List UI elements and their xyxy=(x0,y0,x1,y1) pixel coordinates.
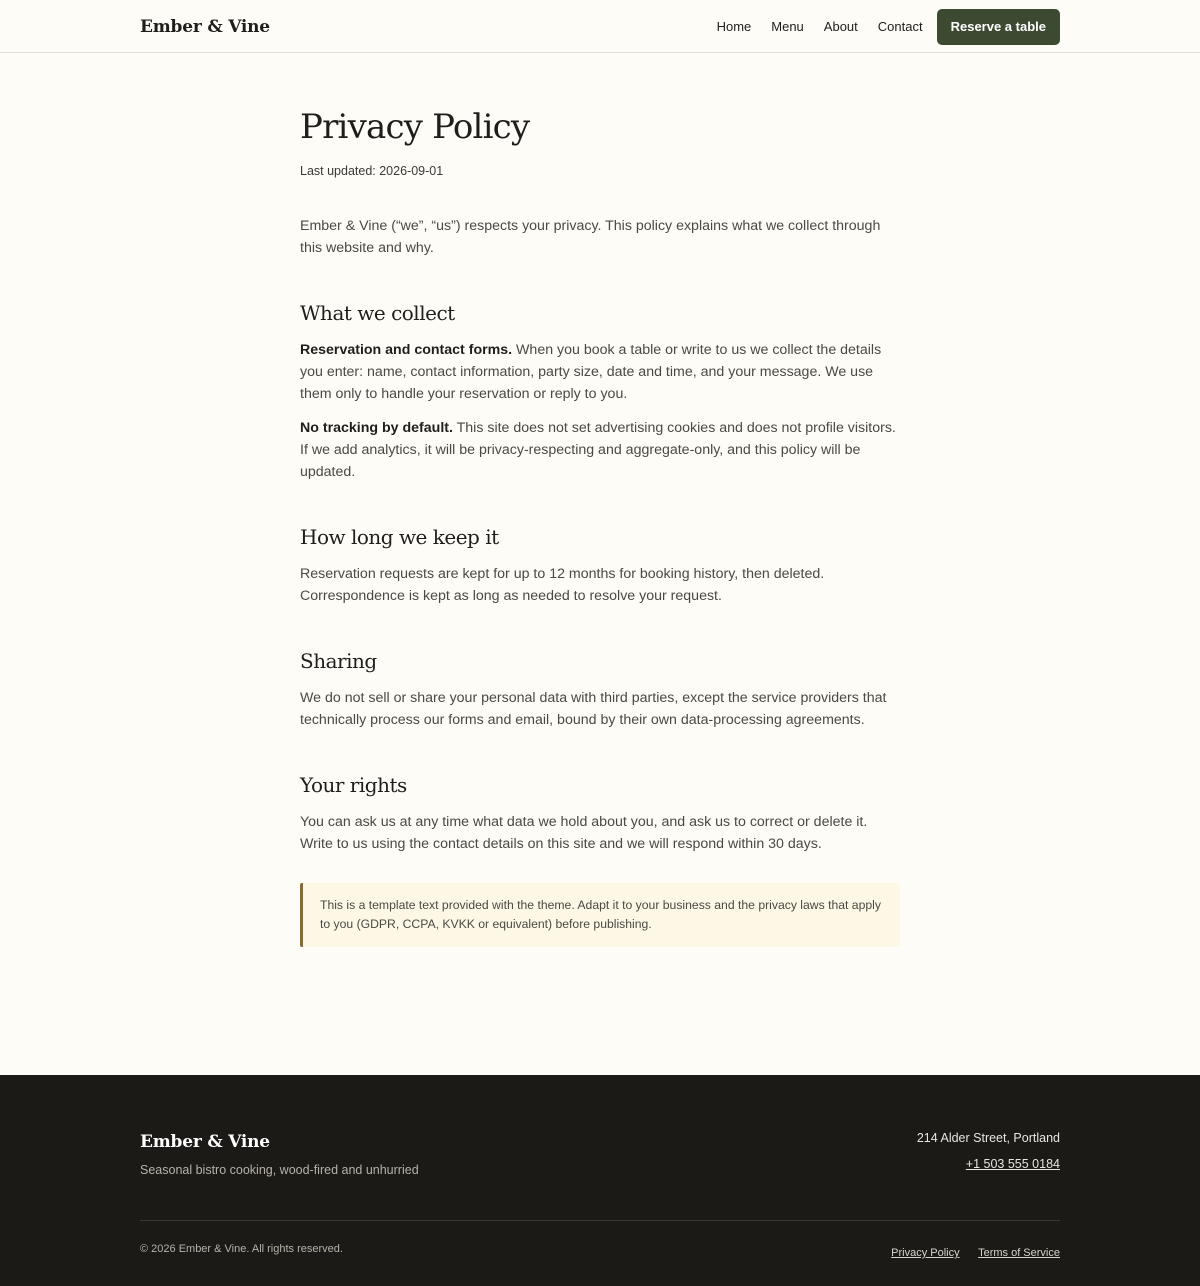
header-inner xyxy=(140,0,1060,53)
paragraph-forms xyxy=(300,339,900,405)
copyright-text: © 2026 Ember & Vine. All rights reserved. xyxy=(140,1243,343,1255)
policy-content xyxy=(300,53,900,947)
paragraph-tracking xyxy=(300,417,900,483)
section-heading: What we collect xyxy=(300,301,455,325)
reserve-table-button[interactable]: Reserve a table xyxy=(937,9,1060,45)
paragraph-text: We do not sell or share your personal data with third parties, except the service providers that technically process our forms and email, bound by their own data-processing agreements. xyxy=(300,690,887,728)
notice-text: This is a template text provided with the theme. Adapt it to your business and the privacy laws that apply to you (GDPR, CCPA, KVKK or equivalent) before publishing. xyxy=(320,898,881,931)
site-header xyxy=(0,0,1200,53)
nav-link-about[interactable]: About xyxy=(823,19,858,34)
nav-link-menu[interactable]: Menu xyxy=(771,19,804,34)
paragraph-text: You can ask us at any time what data we hold about you, and ask us to correct or delete it. Write to us using the contact details on this site and we will respond within 30 days. xyxy=(300,814,868,852)
footer-links xyxy=(877,1243,1060,1261)
footer-address: 214 Alder Street, Portland xyxy=(916,1131,1060,1145)
paragraph-text: This site does not set advertising cookies and does not profile visitors. If we add analytics, it will be privacy-respecting and aggregate-only, and this policy will be updated. xyxy=(300,420,896,480)
footer-tagline: Seasonal bistro cooking, wood-fired and unhurried xyxy=(140,1163,419,1177)
footer-link-terms[interactable]: Terms of Service xyxy=(978,1247,1060,1259)
section-heading: How long we keep it xyxy=(300,525,499,549)
section-your-rights xyxy=(300,771,900,855)
footer-link-privacy[interactable]: Privacy Policy xyxy=(891,1247,960,1259)
section-retention xyxy=(300,523,900,607)
footer-inner xyxy=(140,1075,1060,1286)
brand-logo-link[interactable]: Ember & Vine xyxy=(140,16,270,37)
nav-link-contact[interactable]: Contact xyxy=(877,19,923,34)
paragraph-lead: No tracking by default. xyxy=(300,420,453,436)
section-sharing xyxy=(300,647,900,731)
footer-divider xyxy=(140,1220,1060,1221)
footer-brand: Ember & Vine xyxy=(140,1132,270,1152)
site-footer xyxy=(0,1075,1200,1286)
section-heading: Your rights xyxy=(300,773,407,797)
footer-phone-link[interactable]: +1 503 555 0184 xyxy=(965,1157,1060,1171)
intro-paragraph: Ember & Vine (“we”, “us”) respects your privacy. This policy explains what we collect through this website and why. xyxy=(300,218,881,256)
section-heading: Sharing xyxy=(300,649,377,673)
paragraph-text: When you book a table or write to us we collect the details you enter: name, contact information, party size, date and time, and your message. We use them only to handle your reservation or reply to you. xyxy=(300,342,882,402)
template-notice xyxy=(300,883,900,947)
nav-link-home[interactable]: Home xyxy=(716,19,752,34)
main-nav xyxy=(697,9,1060,45)
page-title: Privacy Policy xyxy=(300,107,530,147)
footer-contact xyxy=(917,1130,1060,1173)
last-updated-date: Last updated: 2026-09-01 xyxy=(300,164,444,178)
section-what-we-collect xyxy=(300,299,900,483)
paragraph-lead: Reservation and contact forms. xyxy=(300,342,513,358)
paragraph-text: Reservation requests are kept for up to 12 months for booking history, then deleted. Correspondence is kept as long as needed to resolve your request. xyxy=(300,566,825,604)
